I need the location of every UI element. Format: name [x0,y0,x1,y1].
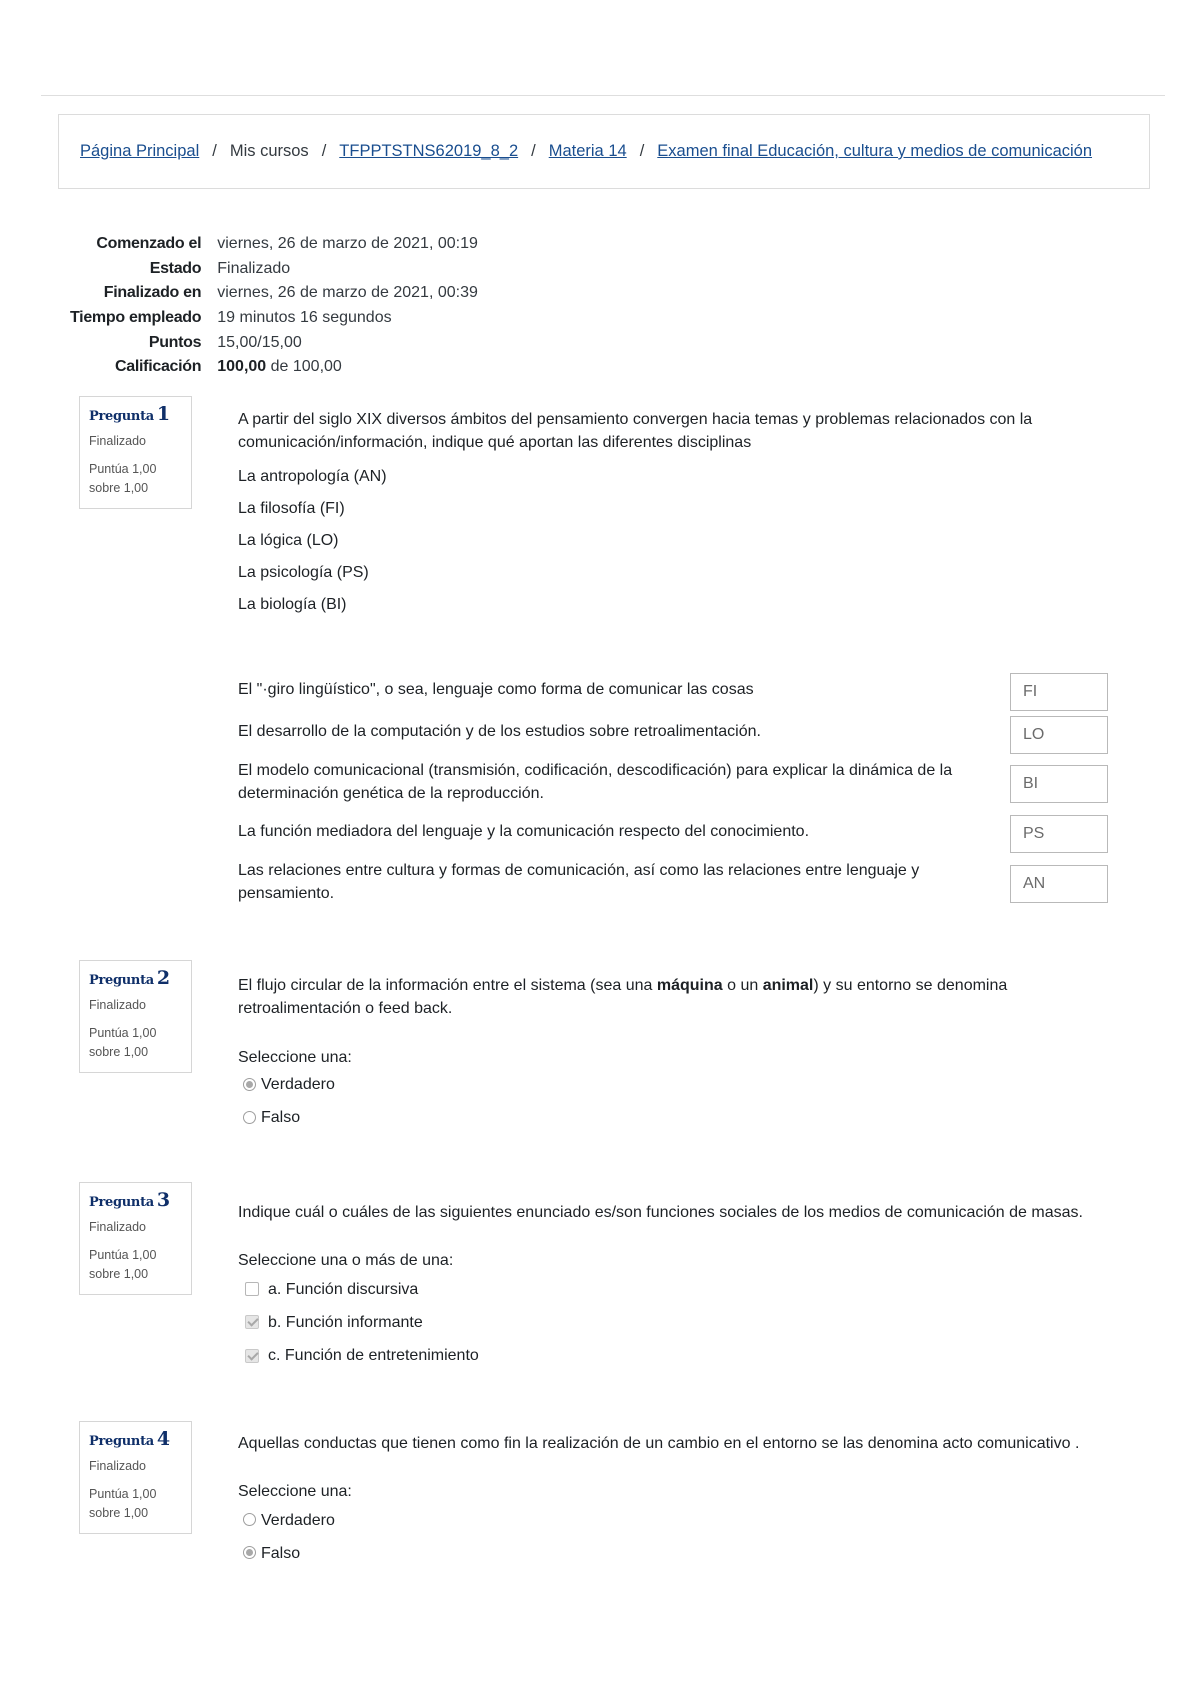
radio-false[interactable] [243,1546,256,1559]
attempt-summary-table [70,232,478,380]
breadcrumb-quiz-link[interactable]: Examen final Educación, cultura y medios de comunicación [657,142,1093,160]
question-number: Pregunta 2 [89,967,170,989]
breadcrumb-course-link[interactable]: TFPPTSTNS62019_8_2 [339,142,519,160]
option-label: Falso [261,1545,301,1562]
question-grade: Puntúa 1,00 sobre 1,00 [89,1026,157,1059]
question-text: Indique cuál o cuáles de las siguientes enunciado es/son funciones sociales de los medios de comunicación de masas. [238,1204,1083,1221]
question-text: A partir del siglo XIX diversos ámbitos del pensamiento convergen hacia temas y problemas relacionados con la comunicación/información, indique qué aportan las diferentes disciplinas [238,411,1033,451]
discipline-item: La antropología (AN) [238,468,387,485]
match-select[interactable]: FI [1010,673,1108,711]
breadcrumb [58,114,1150,189]
top-divider [41,95,1165,96]
answer-prompt: Seleccione una o más de una: [238,1252,454,1269]
summary-label: Puntos [148,333,202,351]
discipline-item: La psicología (PS) [238,564,369,581]
checkbox-option-a[interactable] [245,1282,259,1296]
summary-value [217,355,478,380]
question-info [79,396,192,509]
match-select[interactable]: AN [1010,865,1108,903]
summary-row-started [70,232,478,257]
match-select[interactable]: LO [1010,716,1108,754]
question-number: Pregunta 3 [89,1189,170,1211]
checkbox-option-b[interactable] [245,1315,259,1329]
match-stem: El desarrollo de la computación y de los estudios sobre retroalimentación. [238,723,761,740]
summary-row-grade [70,355,478,380]
match-stem: La función mediadora del lenguaje y la comunicación respecto del conocimiento. [238,823,810,840]
discipline-item: La biología (BI) [238,596,347,613]
breadcrumb-separator: / [531,142,536,160]
question-state: Finalizado [89,1220,146,1234]
summary-row-finished [70,281,478,306]
summary-label: Estado [149,259,202,277]
breadcrumb-separator: / [321,142,327,160]
option-label: c. Función de entretenimiento [268,1347,479,1364]
summary-value: Finalizado [217,259,291,277]
match-stem: El modelo comunicacional (transmisión, codificación, descodificación) para explicar la dinámica de la determinación genética de la reproducción. [238,762,953,802]
summary-value: viernes, 26 de marzo de 2021, 00:19 [217,235,478,253]
breadcrumb-separator: / [639,142,645,160]
option-label: Verdadero [261,1076,335,1093]
match-select[interactable]: BI [1010,765,1108,803]
summary-row-points [70,330,478,355]
summary-label: Comenzado el [96,235,202,253]
summary-row-state [70,257,478,282]
attempt-summary [70,232,478,380]
option-label: a. Función discursiva [268,1281,419,1298]
summary-label: Finalizado en [103,284,202,302]
radio-true[interactable] [243,1078,256,1091]
question-info [79,1421,192,1534]
question-state: Finalizado [89,998,146,1012]
answer-prompt: Seleccione una: [238,1483,352,1500]
discipline-item: La lógica (LO) [238,532,339,549]
summary-label: Calificación [115,358,202,376]
question-grade: Puntúa 1,00 sobre 1,00 [89,462,157,495]
option-label: Verdadero [261,1512,335,1529]
summary-row-time [70,306,478,331]
breadcrumb-section-link[interactable]: Materia 14 [548,142,627,160]
summary-value: viernes, 26 de marzo de 2021, 00:39 [217,284,478,302]
discipline-item: La filosofía (FI) [238,500,345,517]
summary-label: Tiempo empleado [70,309,202,327]
summary-value: 19 minutos 16 segundos [217,309,392,327]
question-info [79,1182,192,1295]
breadcrumb-my-courses: Mis cursos [229,142,309,160]
question-number: Pregunta 1 [89,403,170,425]
option-label: Falso [261,1109,301,1126]
match-stem: El "·giro lingüístico", o sea, lenguaje como forma de comunicar las cosas [238,681,754,698]
grade-score: 100,00 [217,358,267,376]
question-state: Finalizado [89,1459,146,1473]
match-stem: Las relaciones entre cultura y formas de comunicación, así como las relaciones entre lenguaje y pensamiento. [238,862,920,902]
question-grade: Puntúa 1,00 sobre 1,00 [89,1487,157,1520]
question-number: Pregunta 4 [89,1428,170,1450]
grade-total: de 100,00 [266,358,342,376]
question-grade: Puntúa 1,00 sobre 1,00 [89,1248,157,1281]
question-text: Aquellas conductas que tienen como fin la realización de un cambio en el entorno se las denomina acto comunicativo . [238,1435,1080,1452]
summary-value: 15,00/15,00 [217,333,302,351]
radio-true[interactable] [243,1513,256,1526]
radio-false[interactable] [243,1111,256,1124]
question-info [79,960,192,1073]
checkbox-option-c[interactable] [245,1349,259,1363]
question-text: El flujo circular de la información entre el sistema (sea una máquina o un animal) y su entorno se denomina retroalimentación o feed back. [238,977,1008,1017]
breadcrumb-separator: / [212,142,217,160]
answer-prompt: Seleccione una: [238,1049,352,1066]
question-state: Finalizado [89,434,146,448]
match-select[interactable]: PS [1010,815,1108,853]
breadcrumb-home-link[interactable]: Página Principal [80,142,200,160]
option-label: b. Función informante [268,1314,423,1331]
